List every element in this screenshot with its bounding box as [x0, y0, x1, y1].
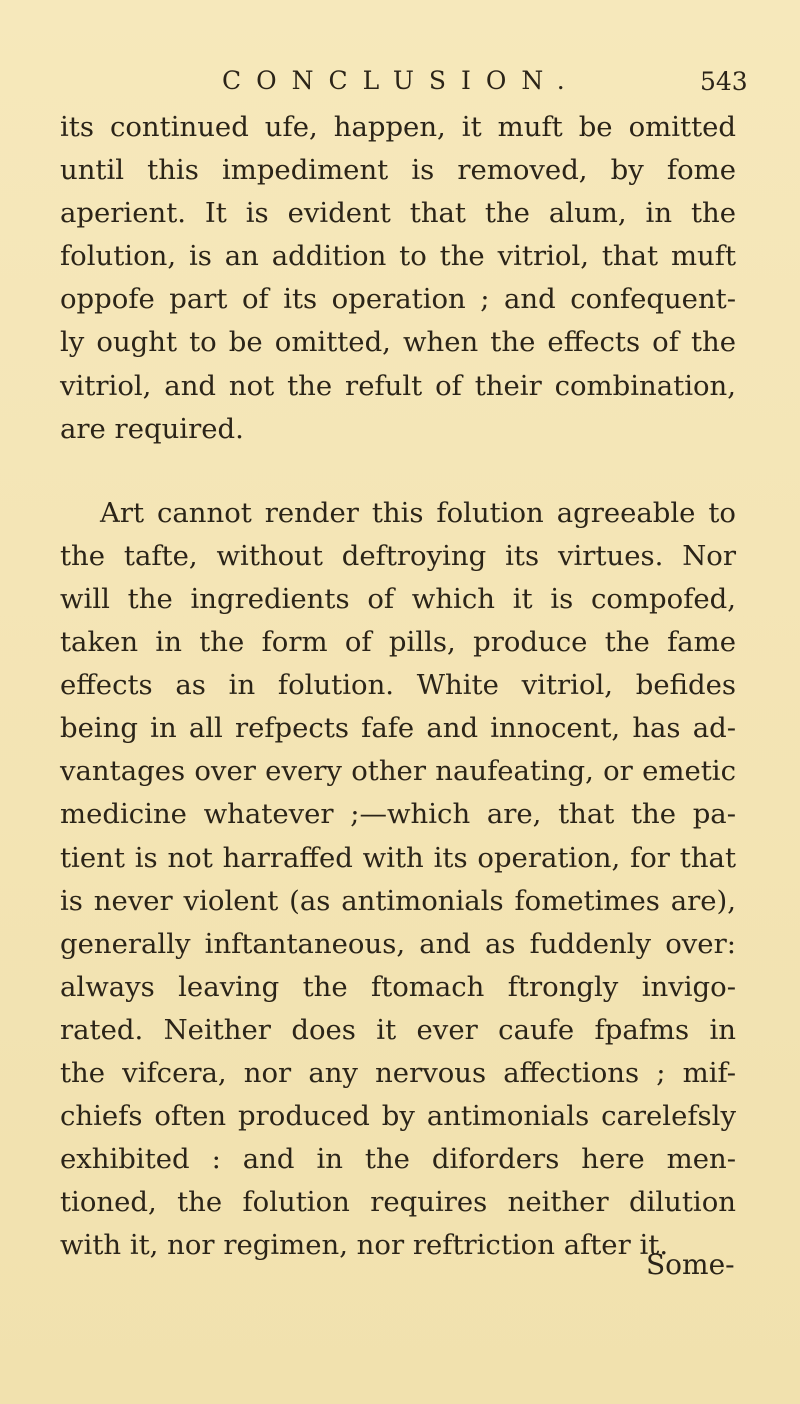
text-line: generally inftantaneous, and as fuddenly over: — [60, 927, 736, 960]
text-line: medicine whatever ;—which are, that the pa- — [60, 798, 736, 831]
paragraph-1 — [60, 106, 736, 451]
text-line: ly ought to be omitted, when the effects of the — [60, 326, 736, 359]
text-line: folution, is an addition to the vitriol, that muft — [60, 240, 736, 273]
page-number: 543 — [700, 67, 748, 96]
running-title: CONCLUSION. — [222, 66, 580, 95]
text-line: taken in the form of pills, produce the fame — [60, 626, 736, 659]
paragraph-2 — [60, 492, 736, 1268]
body-text — [60, 106, 736, 1267]
catchword: Some- — [646, 1248, 735, 1281]
text-line: tient is not harraffed with its operation, for that — [60, 841, 736, 874]
text-line: always leaving the ftomach ftrongly invigo- — [60, 970, 736, 1003]
text-line: tioned, the folution requires neither dilution — [60, 1186, 736, 1219]
text-line: are required. — [60, 412, 244, 445]
text-line: chiefs often produced by antimonials carelefsly — [60, 1100, 736, 1133]
text-line: vantages over every other naufeating, or emetic — [60, 755, 736, 788]
text-line: vitriol, and not the refult of their combination, — [60, 369, 736, 402]
text-line: until this impediment is removed, by fome — [60, 154, 736, 187]
text-line: the vifcera, nor any nervous affections ; mif- — [60, 1056, 736, 1089]
text-line: will the ingredients of which it is compofed, — [60, 582, 736, 615]
text-line: with it, nor regimen, nor reftriction after it. — [60, 1229, 669, 1262]
text-line: rated. Neither does it ever caufe fpafms in — [60, 1013, 736, 1046]
text-line: effects as in folution. White vitriol, befides — [60, 669, 736, 702]
text-line: is never violent (as antimonials fometimes are), — [60, 884, 736, 917]
running-head — [0, 66, 800, 106]
paragraph-gap — [60, 451, 736, 492]
text-line: Art cannot render this folution agreeable to — [100, 496, 736, 529]
text-line: aperient. It is evident that the alum, in the — [60, 197, 736, 230]
text-line: being in all refpects fafe and innocent, has ad- — [60, 712, 736, 745]
text-line: exhibited : and in the diforders here men- — [60, 1143, 736, 1176]
text-line: the tafte, without deftroying its virtues. Nor — [60, 539, 736, 572]
text-line: oppofe part of its operation ; and confequent- — [60, 283, 736, 316]
text-line: its continued ufe, happen, it muft be omitted — [60, 111, 736, 143]
